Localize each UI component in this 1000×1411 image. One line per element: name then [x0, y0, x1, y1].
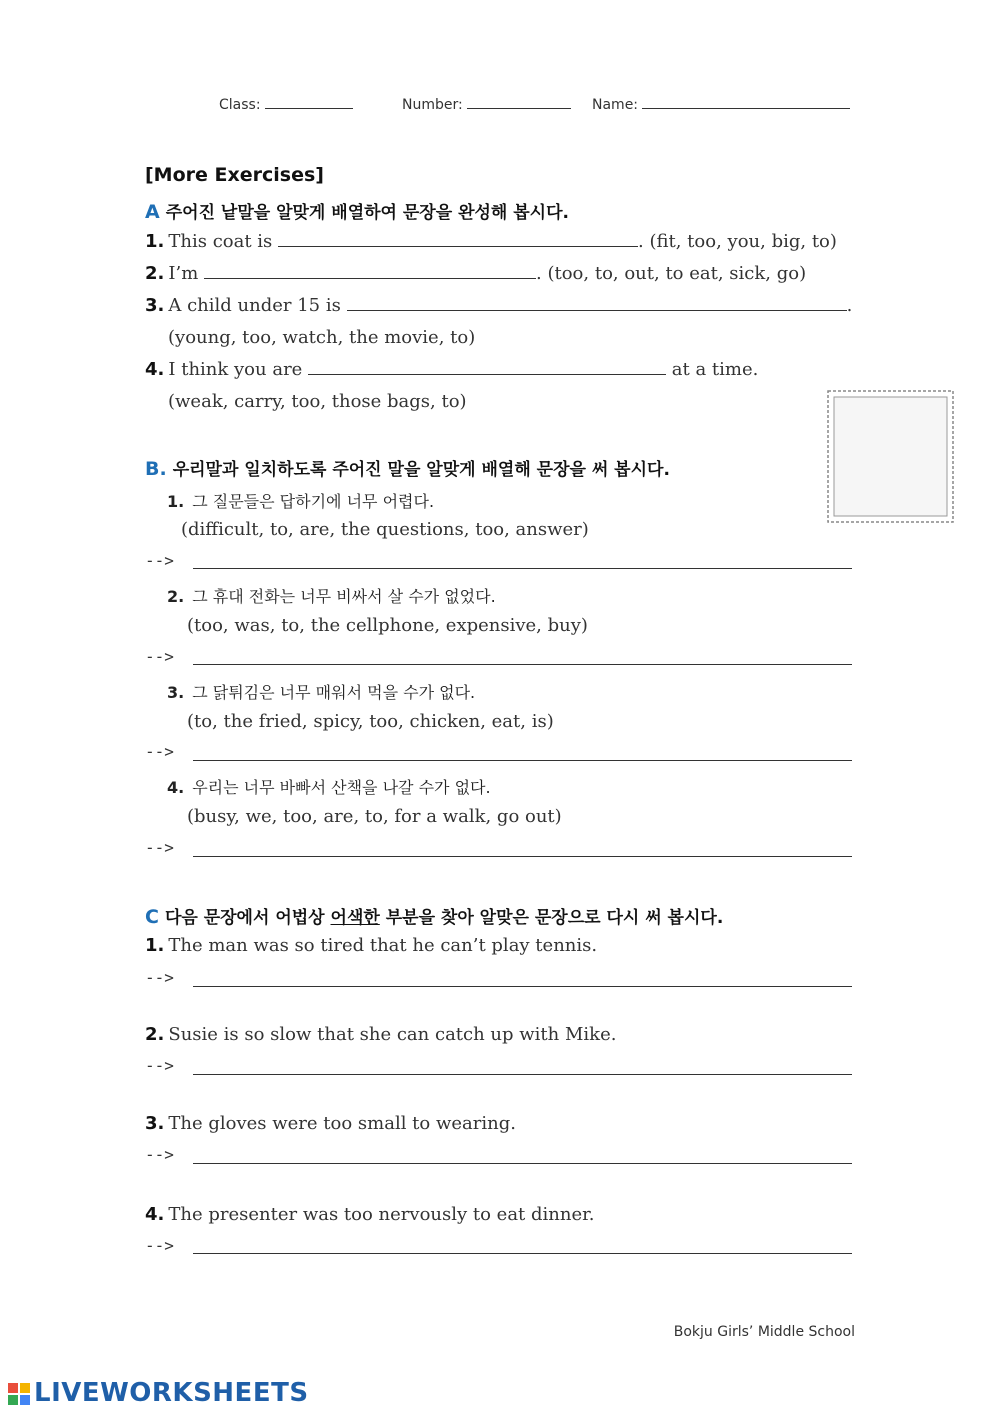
- section-c-instruction-underlined: 어색한: [330, 908, 380, 928]
- name-blank[interactable]: [642, 94, 850, 109]
- section-c-instruction-pre: 다음 문장에서 어법상: [164, 908, 325, 928]
- question-number: 3.: [167, 683, 185, 702]
- section-c-instruction-post: 부분을 찾아 알맞은 문장으로 다시 써 봅시다.: [385, 908, 724, 928]
- question-number: 2.: [145, 1024, 165, 1045]
- section-b-letter: B.: [145, 458, 167, 480]
- question-hint: . (fit, too, you, big, to): [638, 231, 837, 252]
- number-label: Number:: [402, 97, 463, 113]
- question-text: The presenter was too nervously to eat dinner.: [168, 1204, 595, 1225]
- section-a-instruction: 주어진 낱말을 알맞게 배열하여 문장을 완성해 봅시다.: [165, 203, 569, 223]
- c-answer-line-1[interactable]: [193, 985, 852, 987]
- liveworksheets-logo-icon: [8, 1383, 30, 1405]
- number-blank[interactable]: [467, 94, 571, 109]
- question-suffix: at a time.: [671, 359, 759, 380]
- arrow-label: -->: [145, 838, 174, 857]
- korean-sentence: 그 질문들은 답하기에 너무 어렵다.: [192, 492, 435, 511]
- b-question-2: [167, 584, 496, 607]
- c-question-1: [145, 935, 597, 956]
- section-b-heading: [145, 455, 670, 480]
- b-answer-line-2[interactable]: [193, 663, 852, 665]
- b-hint-3: (to, the fried, spicy, too, chicken, eat, is): [187, 711, 554, 732]
- question-number: 4.: [167, 778, 185, 797]
- question-text: A child under 15 is: [168, 295, 341, 316]
- b-question-1: [167, 489, 434, 512]
- c-answer-line-2[interactable]: [193, 1073, 852, 1075]
- b-answer-line-4[interactable]: [193, 855, 852, 857]
- answer-blank[interactable]: [278, 246, 638, 247]
- section-a-letter: A: [145, 201, 160, 223]
- korean-sentence: 우리는 너무 바빠서 산책을 나갈 수가 없다.: [192, 778, 491, 797]
- number-field: [402, 94, 571, 113]
- question-text: The man was so tired that he can’t play tennis.: [168, 935, 598, 956]
- answer-blank[interactable]: [204, 278, 536, 279]
- question-number: 2.: [167, 587, 185, 606]
- b-hint-1: (difficult, to, are, the questions, too, answer): [181, 519, 589, 540]
- name-field: [592, 94, 850, 113]
- question-number: 3.: [145, 295, 165, 316]
- b-answer-line-3[interactable]: [193, 759, 852, 761]
- c-answer-line-3[interactable]: [193, 1162, 852, 1164]
- b-answer-line-1[interactable]: [193, 567, 852, 569]
- section-c-heading: [145, 903, 723, 928]
- class-label: Class:: [219, 97, 261, 113]
- arrow-label: -->: [145, 1145, 174, 1164]
- arrow-label: -->: [145, 742, 174, 761]
- class-field: [219, 94, 353, 113]
- answer-blank[interactable]: [308, 374, 666, 375]
- c-question-3: [145, 1113, 516, 1134]
- a-hint-3: (young, too, watch, the movie, to): [168, 327, 476, 348]
- korean-sentence: 그 휴대 전화는 너무 비싸서 살 수가 없었다.: [192, 587, 496, 606]
- question-number: 4.: [145, 359, 165, 380]
- liveworksheets-logo[interactable]: LIVEWORKSHEETS: [34, 1378, 309, 1408]
- question-text: I’m: [168, 263, 199, 284]
- question-hint: . (too, to, out, to eat, sick, go): [536, 263, 807, 284]
- question-number: 3.: [145, 1113, 165, 1134]
- b-hint-2: (too, was, to, the cellphone, expensive, buy): [187, 615, 588, 636]
- arrow-label: -->: [145, 968, 174, 987]
- b-hint-4: (busy, we, too, are, to, for a walk, go out): [187, 806, 562, 827]
- name-label: Name:: [592, 97, 639, 113]
- a-hint-4: (weak, carry, too, those bags, to): [168, 391, 467, 412]
- b-question-3: [167, 680, 475, 703]
- arrow-label: -->: [145, 647, 174, 666]
- question-suffix: .: [846, 295, 853, 316]
- question-text: This coat is: [168, 231, 273, 252]
- school-name: Bokju Girls’ Middle School: [673, 1324, 855, 1340]
- a-question-3: [145, 295, 852, 316]
- b-question-4: [167, 775, 491, 798]
- question-number: 2.: [145, 263, 165, 284]
- section-c-letter: C: [145, 906, 159, 928]
- question-text: I think you are: [168, 359, 303, 380]
- korean-sentence: 그 닭튀김은 너무 매워서 먹을 수가 없다.: [192, 683, 476, 702]
- page-title: [More Exercises]: [145, 164, 324, 186]
- question-number: 1.: [167, 492, 185, 511]
- stamp-image: [825, 388, 956, 525]
- arrow-label: -->: [145, 1056, 174, 1075]
- section-b-instruction: 우리말과 일치하도록 주어진 말을 알맞게 배열해 문장을 써 봅시다.: [172, 460, 670, 480]
- arrow-label: -->: [145, 1236, 174, 1255]
- a-question-4: [145, 359, 758, 380]
- c-question-2: [145, 1024, 616, 1045]
- question-number: 1.: [145, 935, 165, 956]
- question-number: 1.: [145, 231, 165, 252]
- class-blank[interactable]: [265, 94, 353, 109]
- c-answer-line-4[interactable]: [193, 1252, 852, 1254]
- arrow-label: -->: [145, 551, 174, 570]
- question-text: Susie is so slow that she can catch up with Mike.: [168, 1024, 617, 1045]
- a-question-1: [145, 231, 837, 252]
- a-question-2: [145, 263, 806, 284]
- section-a-heading: [145, 198, 569, 223]
- answer-blank[interactable]: [347, 310, 847, 311]
- question-number: 4.: [145, 1204, 165, 1225]
- question-text: The gloves were too small to wearing.: [168, 1113, 516, 1134]
- c-question-4: [145, 1204, 594, 1225]
